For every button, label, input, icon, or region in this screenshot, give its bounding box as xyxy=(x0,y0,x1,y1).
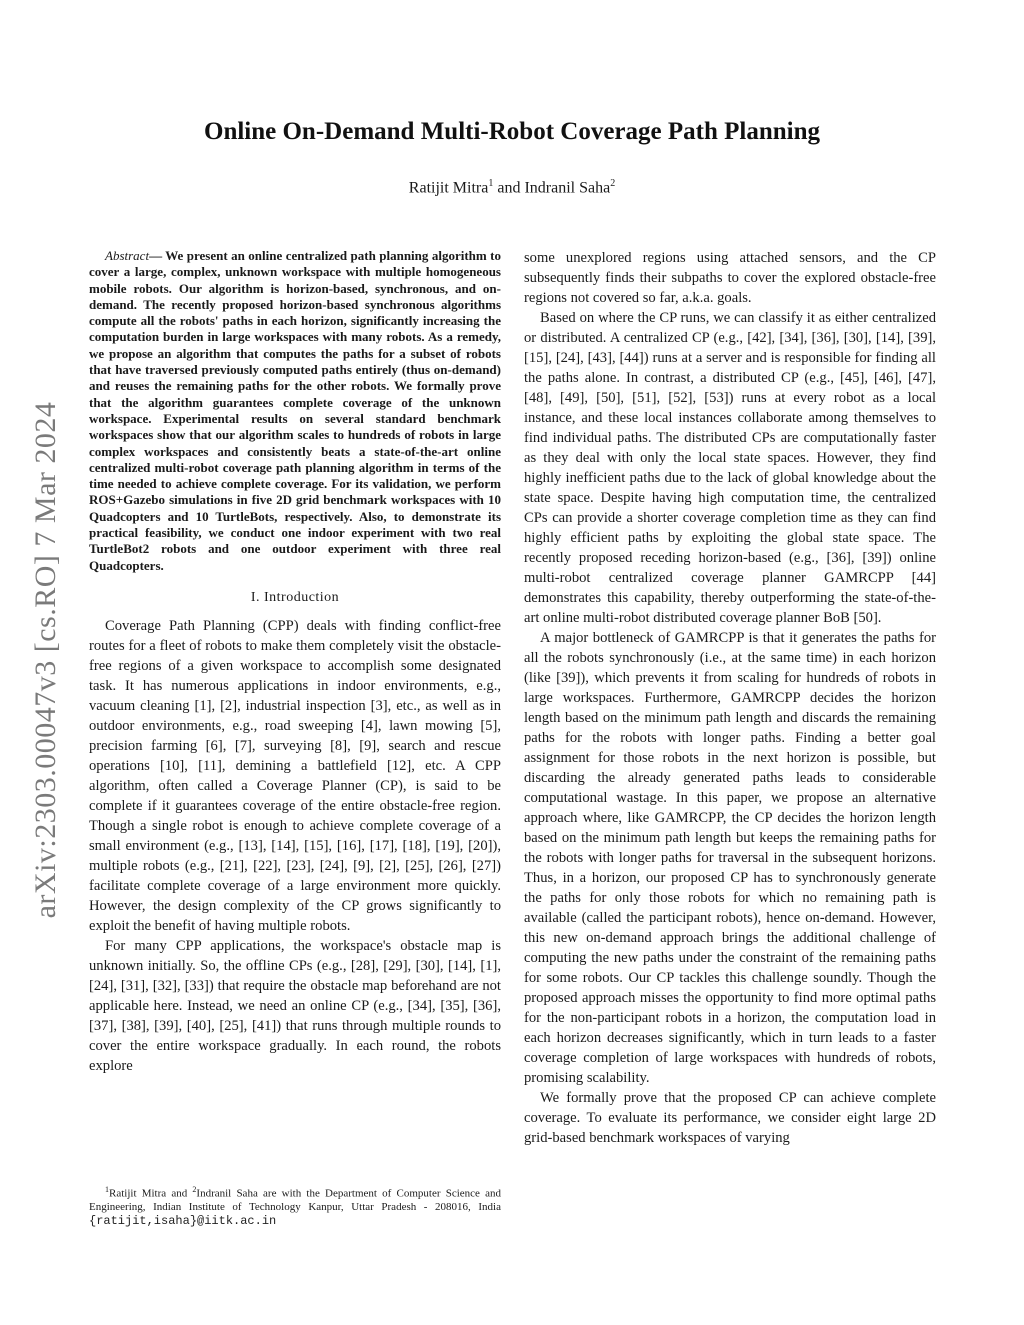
footnote-text: Indranil Saha are with the Department of Computer Science and Engineering, Indian Institute of Technology Kanpur, Uttar Pradesh - 208016, India xyxy=(89,1187,501,1214)
right-paragraph-2: A major bottleneck of GAMRCPP is that it generates the paths for all the robots synchronously (i.e., at the same time) in each horizon (like [39]), which prevents it from scaling for hundreds of robots in large workspaces. Furthermore, GAMRCPP decides the horizon length based on the minimum path length and discards the remaining paths for the robots with longer paths. Finding a better goal assignment for those robots in the next horizon is possible, but discarding the already generated paths leads to considerable computational wastage. In this paper, we propose an alternative approach where, like GAMRCPP, the CP decides the horizon length based on the minimum path length but keeps the remaining paths for the robots with longer paths for traversal in the subsequent horizons. Thus, in a horizon, our proposed CP has to synchronously generate the paths for only those robots for which no remaining path is available (called the participant robots), hence on-demand. However, this new on-demand approach brings the additional challenge of computing the new paths under the constraint of the remaining paths for some robots. Our CP tackles this challenge soundly. Though the proposed approach misses the opportunity to find more optimal paths for the non-participant robots in a horizon, the computation load in each horizon decreases significantly, which in turn leads to a faster coverage completion of large workspaces with hundreds of robots, promising scalability. xyxy=(524,630,936,1086)
author-line xyxy=(0,178,1024,197)
author-1: Ratijit Mitra xyxy=(408,179,489,197)
footnote-name-1: Ratijit Mitra and xyxy=(109,1187,193,1200)
author-1-affiliation: 1 xyxy=(488,178,494,189)
intro-paragraph-2: For many CPP applications, the workspace's obstacle map is unknown initially. So, the offline CPs (e.g., [28], [29], [30], [14], [1], [24], [31], [32], [33]) that require the obstacle map beforehand are not applicable here. Instead, we need an online CP (e.g., [34], [35], [36], [37], [38], [39], [40], [25], [41]) that runs through multiple rounds to cover the entire workspace gradually. In each round, the robots explore xyxy=(89,937,501,1074)
right-column xyxy=(524,248,936,1148)
section-heading-introduction: I. Introduction xyxy=(250,589,340,605)
paper-title: Online On-Demand Multi-Robot Coverage Path Planning xyxy=(204,118,820,145)
footnote-sup-1: 1 xyxy=(105,1185,109,1194)
abstract-text: — We present an online centralized path planning algorithm to cover a large, complex, unknown workspace with multiple homogeneous mobile robots. Our algorithm is horizon-based, synchronous, and on-demand. The recently proposed horizon-based synchronous algorithms compute all the robots' paths in each horizon, significantly increasing the computation burden in large workspaces with many robots. As a remedy, we propose an algorithm that computes the paths for a subset of robots that have traversed previously computed paths entirely (thus on-demand) and reuses the remaining paths for the other robots. We formally prove that the algorithm guarantees complete coverage of the unknown workspace. Experimental results on several standard benchmark workspaces show that our algorithm scales to hundreds of robots in large complex workspaces and consistently beats a state-of-the-art online centralized multi-robot coverage path planning algorithm in terms of the time needed to achieve complete coverage. For its validation, we perform ROS+Gazebo simulations in five 2D grid benchmark workspaces with 10 Quadcopters and 10 TurtleBots, respectively. Also, to demonstrate its practical feasibility, we conduct one indoor experiment with two real TurtleBot2 robots and one outdoor experiment with three real Quadcopters. xyxy=(89,248,501,573)
right-paragraph-3: We formally prove that the proposed CP can achieve complete coverage. To evaluate its performance, we consider eight large 2D grid-based benchmark workspaces of varying xyxy=(524,1090,936,1146)
author-2: Indranil Saha xyxy=(524,179,611,197)
footnote-sup-2: 2 xyxy=(192,1185,197,1194)
abstract-label: Abstract xyxy=(105,248,150,263)
right-paragraph-1: Based on where the CP runs, we can classify it as either centralized or distributed. A centralized CP (e.g., [42], [34], [36], [30], [14], [39], [15], [24], [43], [44]) runs at a server and is responsible for finding all the paths alone. In contrast, a distributed CP (e.g., [45], [46], [47], [48], [49], [50], [51], [52], [53]) runs at every robot as a local instance, and these local instances collaborate among themselves to find individual paths. The distributed CPs are computationally faster as they deal with only the local state spaces. However, they find highly inefficient paths due to the lack of global knowledge about the state space. Despite having high computation time, the centralized CPs can provide a shorter coverage completion time as they can find highly efficient paths by exploiting the global state space. The recently proposed receding horizon-based (e.g., [36], [39]) online multi-robot centralized coverage planner GAMRCPP [44] demonstrates this capability, thereby outperforming the state-of-the-art online multi-robot distributed coverage planner BoB [50]. xyxy=(524,310,936,626)
intro-paragraph-1: Coverage Path Planning (CPP) deals with finding conflict-free routes for a fleet of robots to make them completely visit the obstacle-free regions of a given workspace to accomplish some designated task. It has numerous applications in indoor environments, e.g., vacuum cleaning [1], [2], industrial inspection [3], etc., as well as in outdoor environments, e.g., road sweeping [4], lawn mowing [5], precision farming [6], [7], surveying [8], [9], search and rescue operations [10], [11], demining a battlefield [12], etc. A CPP algorithm, often called a Coverage Planner (CP), is said to be complete if it guarantees coverage of the entire obstacle-free region. Though a single robot is enough to achieve complete coverage of a small environment (e.g., [13], [14], [15], [16], [17], [18], [19], [20]), multiple robots (e.g., [21], [22], [23], [24], [9], [2], [25], [26], [27]) facilitate complete coverage of a large environment more quickly. However, the design complexity of the CP grows significantly to exploit the benefit of having multiple robots. xyxy=(89,617,501,934)
arxiv-identifier: arXiv:2303.00047v3 [cs.RO] 7 Mar 2024 xyxy=(29,401,62,919)
right-paragraph-0: some unexplored regions using attached sensors, and the CP subsequently finds their subpaths to cover the explored obstacle-free regions not covered so far, a.k.a. goals. xyxy=(524,250,936,306)
author-conjunction: and xyxy=(493,179,525,197)
footnote-email: {ratijit,isaha}@iitk.ac.in xyxy=(89,1213,277,1228)
footnote-affiliations xyxy=(89,1183,501,1228)
abstract xyxy=(89,248,501,574)
left-column xyxy=(89,248,501,1076)
author-2-affiliation: 2 xyxy=(610,178,616,189)
